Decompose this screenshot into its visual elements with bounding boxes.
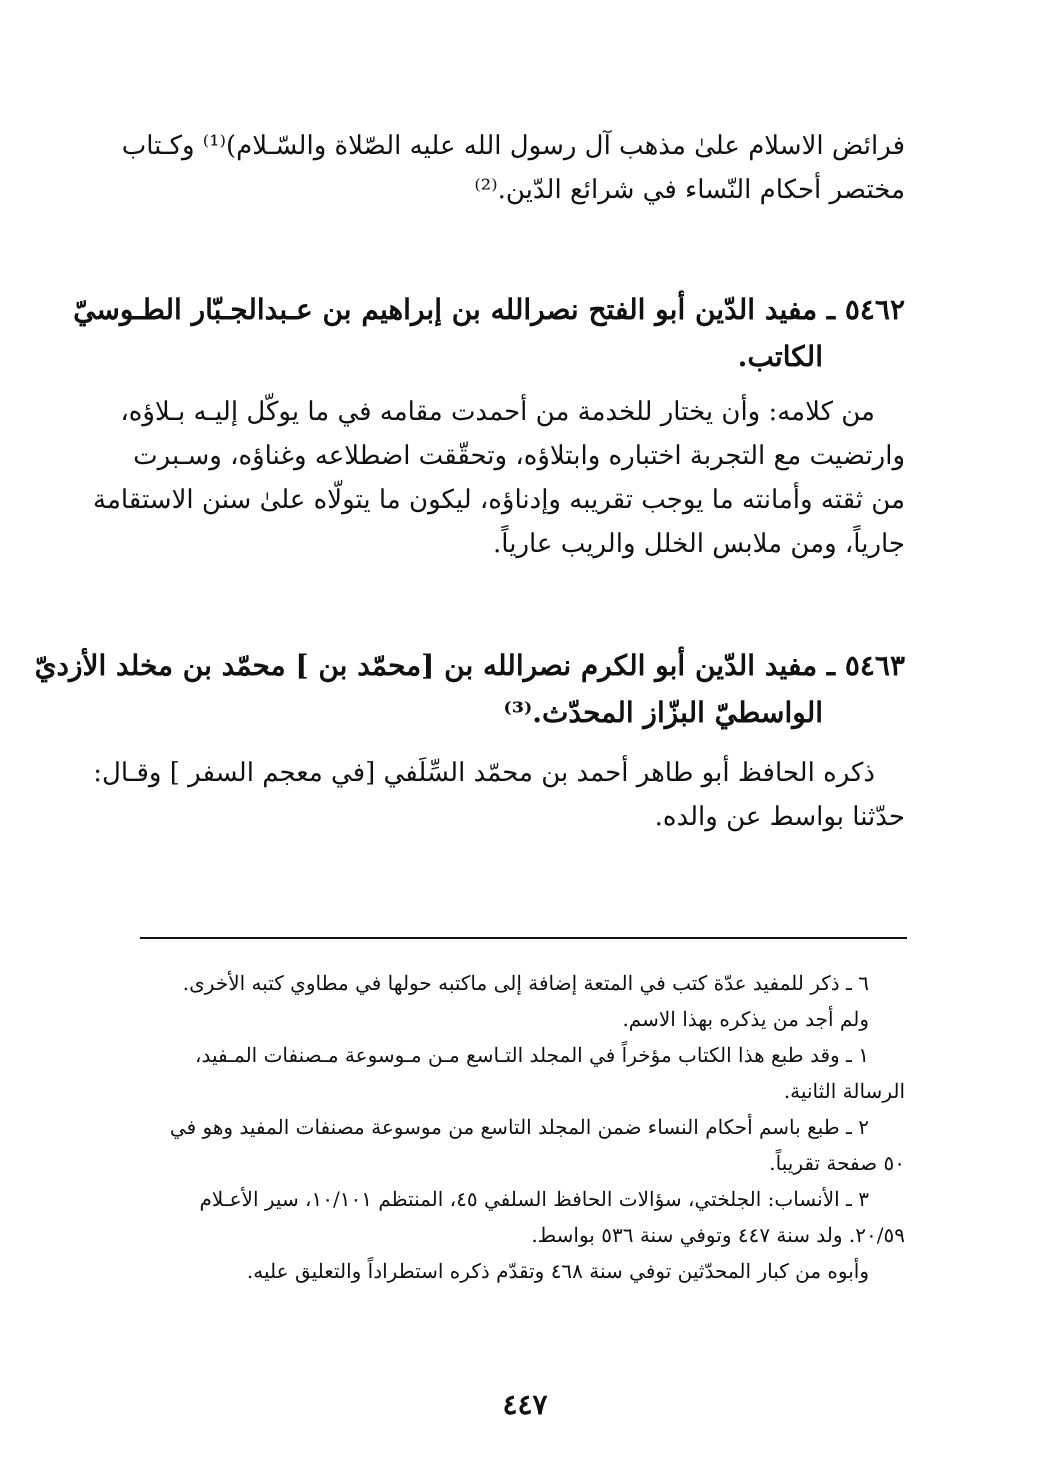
footnote-line: ٢ ـ طبع باسم أحكام النساء ضمن المجلد التاسع من موسوعة مصنفات المفيد وهو في (169, 1115, 869, 1139)
footnote-line: الرسالة الثانية. (783, 1079, 905, 1103)
footnote-line: ولم أجد من يذكره بهذا الاسم. (622, 1007, 869, 1031)
body-line: من ثقته وأمانته ما يوجب تقريبه وإدناؤه، ليكون ما يتولّاه علىٰ سنن الاستقامة (93, 485, 905, 515)
entry-5463-heading (34, 642, 905, 736)
body-line: وارتضيت مع التجربة اختباره وابتلاؤه، وتحقّقت اضطلاعه وغناؤه، وسـبرت (133, 441, 905, 471)
intro-line: مختصر أحكام النّساء في شرائع الدّين.⁽²⁾ (474, 175, 905, 205)
heading-line: الواسطيّ البزّاز المحدّث.⁽³⁾ (503, 696, 823, 729)
entry-5462-heading (73, 286, 905, 380)
heading-line: ٥٤٦٢ ـ مفيد الدّين أبو الفتح نصرالله بن إبراهيم بن عـبدالجـبّار الطـوسيّ (73, 293, 905, 326)
intro-paragraph (121, 124, 905, 212)
body-line: من كلامه: وأن يختار للخدمة من أحمدت مقامه في ما يوكّل إليـه بـلاؤه، (120, 397, 875, 427)
page-number: ٤٤٧ (502, 1388, 548, 1421)
body-line: حدّثنا بواسط عن والده. (654, 802, 905, 832)
footnote-line: ١ ـ وقد طبع هذا الكتاب مؤخراً في المجلد التـاسع مـن مـوسوعة مـصنفات المـفيد، (195, 1043, 869, 1067)
footnote-line: وأبوه من كبار المحدّثين توفي سنة ٤٦٨ وتقدّم ذكره استطراداً والتعليق عليه. (246, 1259, 869, 1283)
footnotes (142, 965, 905, 1289)
footnote-separator (140, 937, 907, 939)
footnote-line: ٦ ـ ذكر للمفيد عدّة كتب في المتعة إضافة إلى ماكتبه حولها في مطاوي كتبه الأخرى. (182, 971, 869, 995)
intro-line: فرائض الاسلام علىٰ مذهب آل رسول الله عليه الصّلاة والسّـلام)⁽¹⁾ وكـتاب (121, 131, 905, 161)
entry-5463-body (93, 751, 905, 839)
body-line: جارياً، ومن ملابس الخلل والريب عارياً. (493, 529, 905, 559)
body-line: ذكره الحافظ أبو طاهر أحمد بن محمّد السِّلَفي [في معجم السفر ] وقـال: (93, 758, 875, 788)
heading-line: ٥٤٦٣ ـ مفيد الدّين أبو الكرم نصرالله بن [محمّد بن ] محمّد بن مخلد الأزديّ (34, 649, 905, 682)
heading-line: الكاتب. (737, 340, 823, 373)
footnote-line: ٥٠ صفحة تقريباً. (769, 1151, 905, 1175)
footnote-line: ٢٠/٥٩. ولد سنة ٤٤٧ وتوفي سنة ٥٣٦ بواسط. (531, 1223, 905, 1247)
footnote-line: ٣ ـ الأنساب: الجلختي، سؤالات الحافظ السلفي ٤٥، المنتظم ١٠/١٠١، سير الأعـلام (199, 1187, 869, 1211)
entry-5462-body (93, 390, 905, 566)
